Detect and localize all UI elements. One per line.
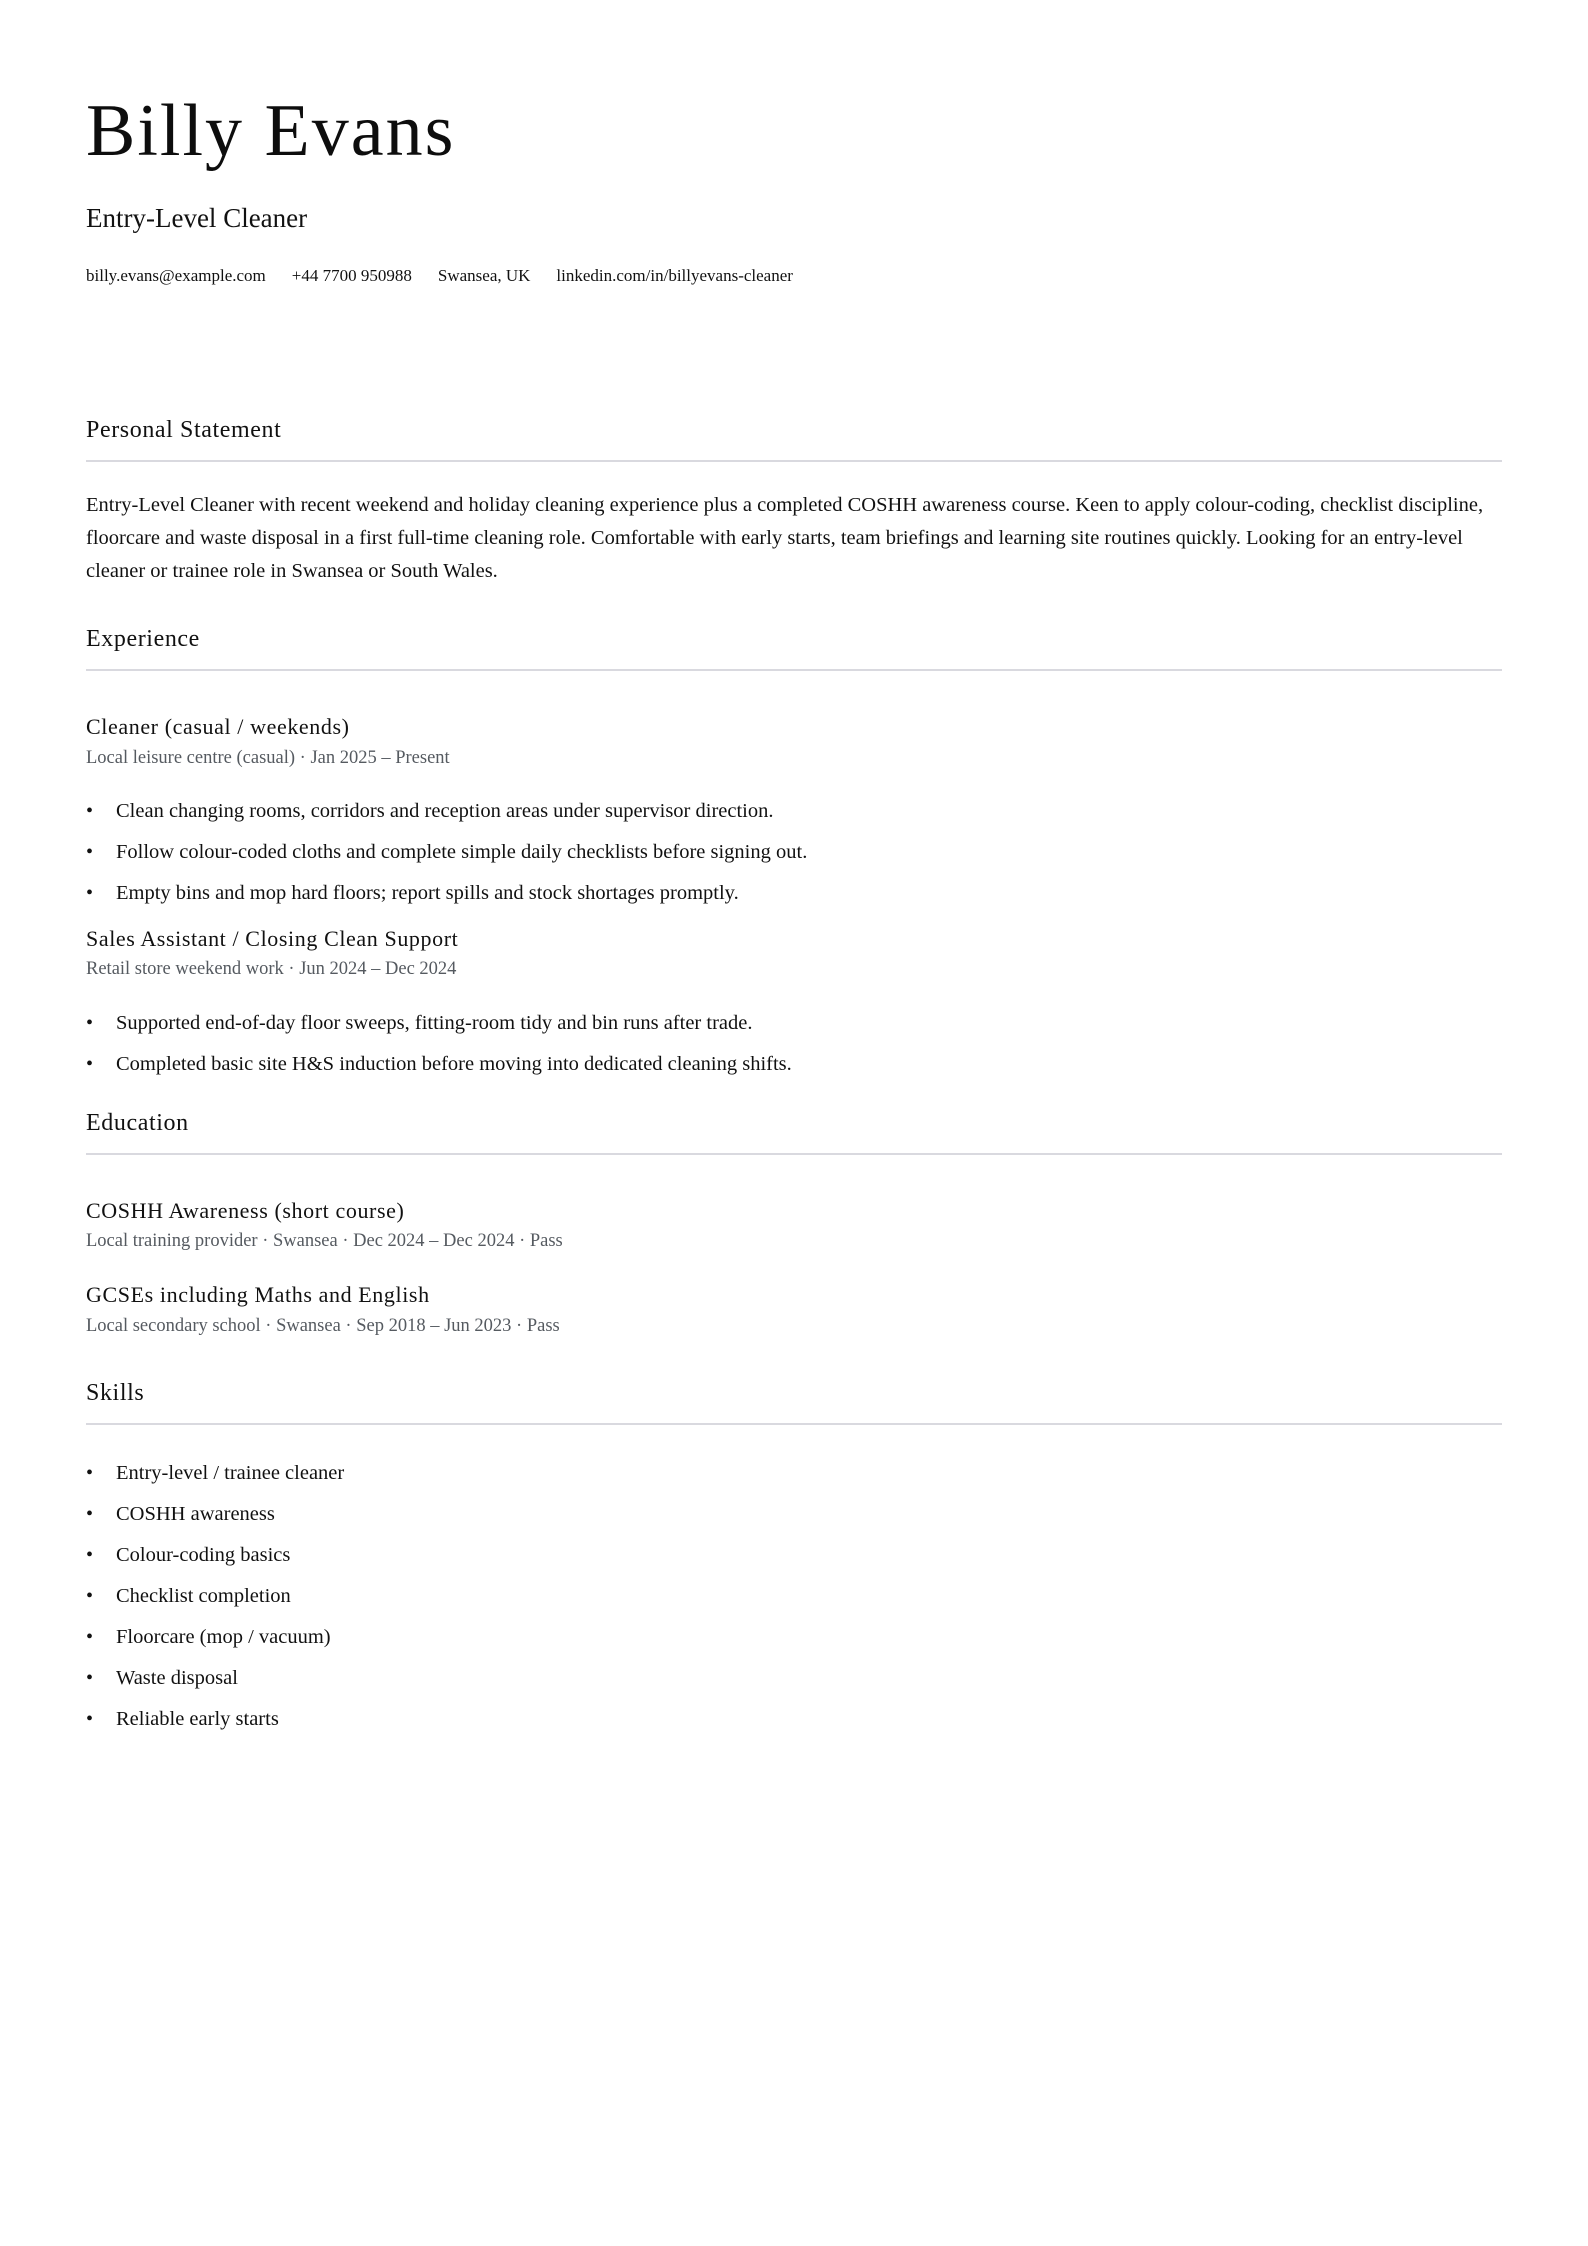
job-meta: Local leisure centre (casual) · Jan 2025 – Present [86,747,450,768]
section-title-personal-statement: Personal Statement [86,418,1502,462]
skill-item: • Reliable early starts [86,1699,1502,1740]
job-bullet: • Clean changing rooms, corridors and reception areas under supervisor direction. [86,791,1502,832]
contact-email[interactable]: billy.evans@example.com [86,266,266,286]
job-bullet: • Empty bins and mop hard floors; report spills and stock shortages promptly. [86,873,1502,914]
job-bullets [86,1003,1502,1085]
section-title-experience: Experience [86,627,1502,671]
job-bullet: • Completed basic site H&S induction before moving into dedicated cleaning shifts. [86,1044,1502,1085]
education-entry [86,1282,1502,1337]
skill-item: • Floorcare (mop / vacuum) [86,1617,1502,1658]
resume-header [86,90,1502,286]
skill-item: • Checklist completion [86,1576,1502,1617]
job-bullet: • Follow colour-coded cloths and complete simple daily checklists before signing out. [86,832,1502,873]
job-bullets [86,791,1502,914]
education-meta: Local training provider · Swansea · Dec 2024 – Dec 2024 · Pass [86,1230,563,1251]
contact-location: Swansea, UK [437,266,531,286]
skill-item: • Entry-level / trainee cleaner [86,1453,1502,1494]
candidate-headline: Entry-Level Cleaner [86,203,308,233]
skill-item: • Waste disposal [86,1658,1502,1699]
education-entry [86,1198,1502,1253]
experience-section [86,627,1502,1084]
job-bullet: • Supported end-of-day floor sweeps, fitting-room tidy and bin runs after trade. [86,1003,1502,1044]
education-title: GCSEs including Maths and English [86,1282,430,1308]
skill-item: • COSHH awareness [86,1494,1502,1535]
contact-line [86,266,1502,286]
section-title-skills: Skills [86,1381,1502,1425]
job-entry [86,714,1502,914]
personal-statement-text: Entry-Level Cleaner with recent weekend and holiday cleaning experience plus a completed COSHH awareness course. Keen to apply colour-coding, checklist discipline, floorcare and waste disposal in a first full-time cleaning role. Comfortable with early starts, team briefings and learning site routines quickly. Looking for an entry-level cleaner or trainee role in Swansea or South Wales. [86,494,1484,583]
section-title-education: Education [86,1111,1502,1155]
job-entry [86,926,1502,1085]
education-title: COSHH Awareness (short course) [86,1197,405,1223]
candidate-name: Billy Evans [86,90,456,172]
skills-section [86,1381,1502,1740]
contact-linkedin[interactable]: linkedin.com/in/billyevans-cleaner [556,266,793,286]
contact-phone[interactable]: +44 7700 950988 [291,266,412,286]
job-title: Cleaner (casual / weekends) [86,714,350,740]
personal-statement-section [86,418,1502,588]
job-meta: Retail store weekend work · Jun 2024 – Dec 2024 [86,959,457,980]
education-meta: Local secondary school · Swansea · Sep 2018 – Jun 2023 · Pass [86,1315,560,1336]
job-title: Sales Assistant / Closing Clean Support [86,925,459,951]
education-section [86,1111,1502,1337]
skills-list [86,1453,1502,1740]
skill-item: • Colour-coding basics [86,1535,1502,1576]
